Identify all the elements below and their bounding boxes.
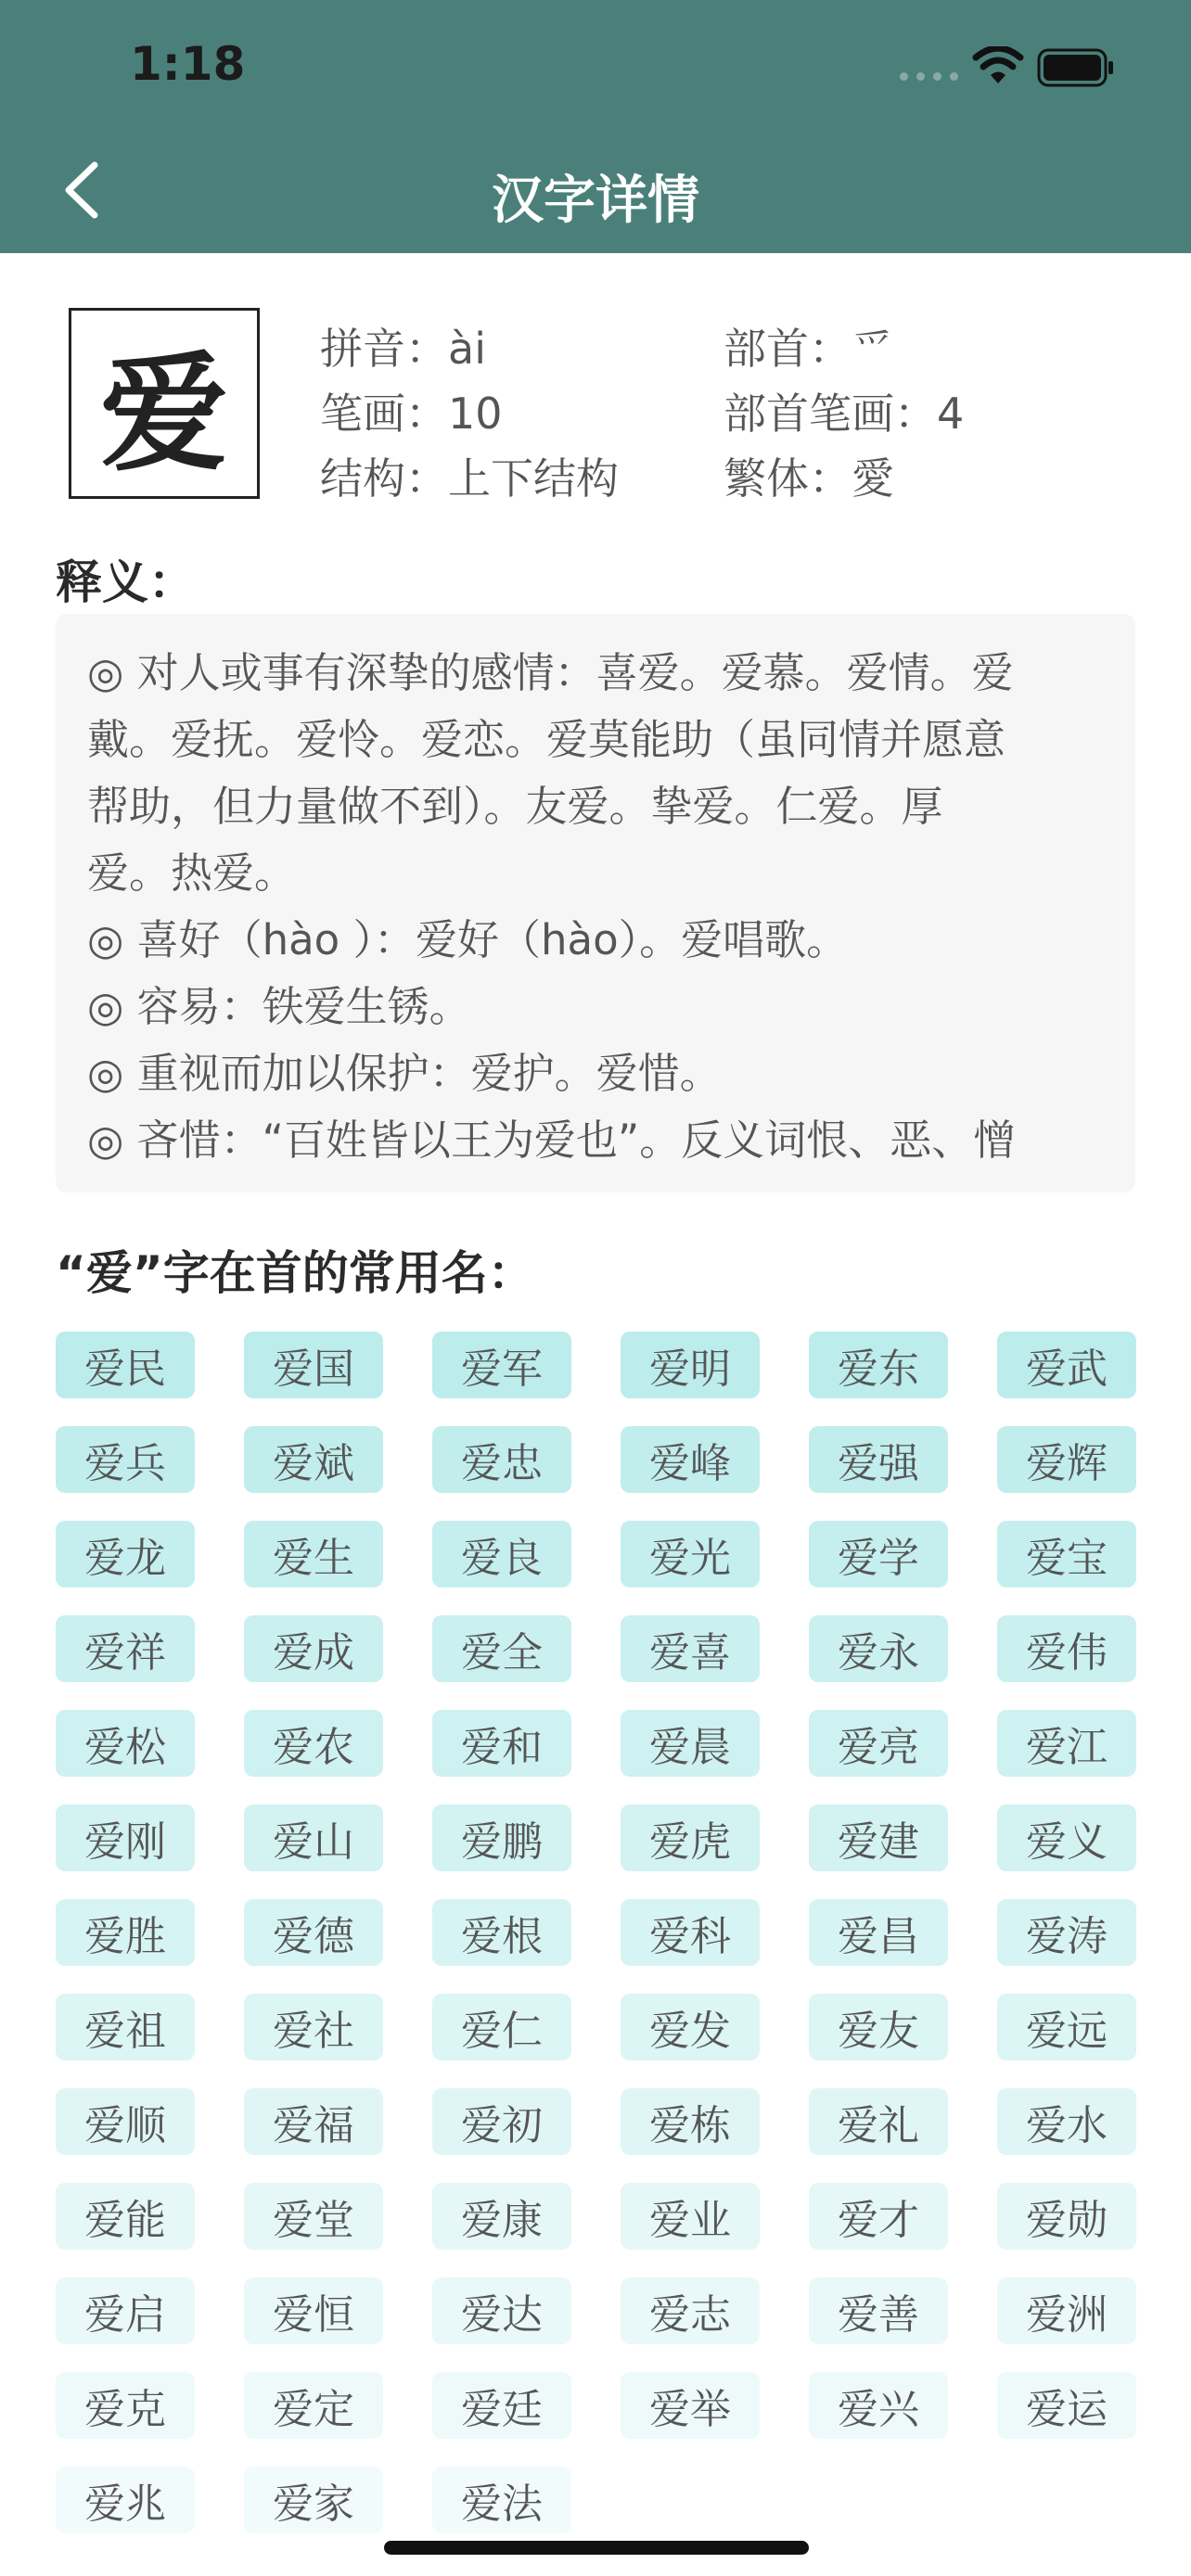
names-grid <box>56 1332 1135 2533</box>
name-chip[interactable]: 爱松 <box>56 1710 195 1777</box>
name-chip[interactable]: 爱康 <box>432 2183 571 2250</box>
name-chip[interactable]: 爱发 <box>621 1994 760 2060</box>
name-chip[interactable]: 爱建 <box>809 1804 948 1871</box>
name-chip[interactable]: 爱亮 <box>809 1710 948 1777</box>
name-chip[interactable]: 爱恒 <box>244 2277 383 2344</box>
name-chip[interactable]: 爱礼 <box>809 2088 948 2155</box>
name-chip[interactable]: 爱法 <box>432 2467 571 2533</box>
name-chip[interactable]: 爱兵 <box>56 1426 195 1493</box>
name-chip[interactable]: 爱举 <box>621 2372 760 2439</box>
name-chip[interactable]: 爱明 <box>621 1332 760 1398</box>
radical-row <box>724 315 894 376</box>
name-chip[interactable]: 爱涛 <box>997 1899 1136 1966</box>
page-title: 汉字详情 <box>492 171 699 231</box>
definition-line: 爱。热爱。 <box>87 848 297 898</box>
name-chip[interactable]: 爱虎 <box>621 1804 760 1871</box>
definition-line: ◎ 重视而加以保护：爱护。爱惜。 <box>87 1049 722 1098</box>
radical-strokes-label: 部首笔画： <box>724 389 937 439</box>
traditional-label: 繁体： <box>724 453 852 504</box>
traditional-row <box>724 445 894 506</box>
name-chip[interactable]: 爱军 <box>432 1332 571 1398</box>
definition-line: 戴。爱抚。爱怜。爱恋。爱莫能助（虽同情并愿意 <box>87 715 1006 764</box>
pinyin-row <box>320 315 486 376</box>
pinyin-value: ài <box>448 324 486 374</box>
name-chip[interactable]: 爱科 <box>621 1899 760 1966</box>
name-chip[interactable]: 爱忠 <box>432 1426 571 1493</box>
name-chip[interactable]: 爱祥 <box>56 1615 195 1682</box>
radical-strokes-value: 4 <box>937 389 965 439</box>
status-time: 1:18 <box>130 37 246 91</box>
structure-label: 结构： <box>320 453 448 504</box>
name-chip[interactable]: 爱友 <box>809 1994 948 2060</box>
name-chip[interactable]: 爱水 <box>997 2088 1136 2155</box>
definition-title: 释义： <box>56 555 195 609</box>
radical-value: 爫 <box>852 324 894 374</box>
name-chip[interactable]: 爱辉 <box>997 1426 1136 1493</box>
name-chip[interactable]: 爱伟 <box>997 1615 1136 1682</box>
name-chip[interactable]: 爱社 <box>244 1994 383 2060</box>
name-chip[interactable]: 爱喜 <box>621 1615 760 1682</box>
name-chip[interactable]: 爱兴 <box>809 2372 948 2439</box>
names-section-title: “爱”字在首的常用名： <box>56 1246 534 1300</box>
name-chip[interactable]: 爱农 <box>244 1710 383 1777</box>
name-chip[interactable]: 爱良 <box>432 1521 571 1588</box>
name-chip[interactable]: 爱堂 <box>244 2183 383 2250</box>
name-chip[interactable]: 爱福 <box>244 2088 383 2155</box>
name-chip[interactable]: 爱初 <box>432 2088 571 2155</box>
battery-icon <box>1037 48 1115 87</box>
pinyin-label: 拼音： <box>320 324 448 374</box>
strokes-label: 笔画： <box>320 389 448 439</box>
name-chip[interactable]: 爱晨 <box>621 1710 760 1777</box>
definition-line: ◎ 对人或事有深挚的感情：喜爱。爱慕。爱情。爱 <box>87 648 1014 697</box>
name-chip[interactable]: 爱强 <box>809 1426 948 1493</box>
name-chip[interactable]: 爱仁 <box>432 1994 571 2060</box>
cellular-signal-icon <box>900 72 958 81</box>
radical-label: 部首： <box>724 324 852 374</box>
name-chip[interactable]: 爱兆 <box>56 2467 195 2533</box>
name-chip[interactable]: 爱民 <box>56 1332 195 1398</box>
name-chip[interactable]: 爱全 <box>432 1615 571 1682</box>
name-chip[interactable]: 爱祖 <box>56 1994 195 2060</box>
structure-row <box>320 445 619 506</box>
name-chip[interactable]: 爱远 <box>997 1994 1136 2060</box>
name-chip[interactable]: 爱宝 <box>997 1521 1136 1588</box>
character-glyph: 爱 <box>69 308 260 499</box>
name-chip[interactable]: 爱国 <box>244 1332 383 1398</box>
name-chip[interactable]: 爱武 <box>997 1332 1136 1398</box>
name-chip[interactable]: 爱运 <box>997 2372 1136 2439</box>
name-chip[interactable]: 爱根 <box>432 1899 571 1966</box>
name-chip[interactable]: 爱业 <box>621 2183 760 2250</box>
traditional-value: 愛 <box>852 453 894 504</box>
name-chip[interactable]: 爱东 <box>809 1332 948 1398</box>
strokes-row <box>320 380 503 441</box>
definition-line: ◎ 喜好（hào ）：爱好（hào）。爱唱歌。 <box>87 915 849 964</box>
name-chip[interactable]: 爱廷 <box>432 2372 571 2439</box>
name-chip[interactable]: 爱山 <box>244 1804 383 1871</box>
name-chip[interactable]: 爱和 <box>432 1710 571 1777</box>
name-chip[interactable]: 爱志 <box>621 2277 760 2344</box>
home-indicator <box>384 2541 809 2555</box>
name-chip[interactable]: 爱启 <box>56 2277 195 2344</box>
name-chip[interactable]: 爱光 <box>621 1521 760 1588</box>
name-chip[interactable]: 爱定 <box>244 2372 383 2439</box>
nav-header <box>0 0 1191 253</box>
name-chip[interactable]: 爱江 <box>997 1710 1136 1777</box>
name-chip[interactable]: 爱善 <box>809 2277 948 2344</box>
name-chip[interactable]: 爱昌 <box>809 1899 948 1966</box>
name-chip[interactable]: 爱洲 <box>997 2277 1136 2344</box>
definition-line: ◎ 容易：铁爱生锈。 <box>87 982 471 1031</box>
name-chip[interactable]: 爱克 <box>56 2372 195 2439</box>
name-chip[interactable]: 爱龙 <box>56 1521 195 1588</box>
definition-line: ◎ 吝惜：“百姓皆以王为爱也”。反义词恨、恶、憎 <box>87 1116 1016 1165</box>
name-chip[interactable]: 爱家 <box>244 2467 383 2533</box>
wifi-icon <box>972 46 1024 85</box>
name-chip[interactable]: 爱达 <box>432 2277 571 2344</box>
name-chip[interactable]: 爱能 <box>56 2183 195 2250</box>
definition-line: 帮助，但力量做不到）。友爱。挚爱。仁爱。厚 <box>87 782 943 831</box>
name-chip[interactable]: 爱栋 <box>621 2088 760 2155</box>
name-chip[interactable]: 爱鹏 <box>432 1804 571 1871</box>
name-chip[interactable]: 爱斌 <box>244 1426 383 1493</box>
name-chip[interactable]: 爱义 <box>997 1804 1136 1871</box>
name-chip[interactable]: 爱成 <box>244 1615 383 1682</box>
name-chip[interactable]: 爱德 <box>244 1899 383 1966</box>
radical-strokes-row <box>724 380 964 441</box>
structure-value: 上下结构 <box>448 453 619 504</box>
name-chip[interactable]: 爱顺 <box>56 2088 195 2155</box>
name-chip[interactable]: 爱刚 <box>56 1804 195 1871</box>
name-chip[interactable]: 爱学 <box>809 1521 948 1588</box>
name-chip[interactable]: 爱峰 <box>621 1426 760 1493</box>
definition-box <box>56 614 1135 1192</box>
name-chip[interactable]: 爱勋 <box>997 2183 1136 2250</box>
name-chip[interactable]: 爱永 <box>809 1615 948 1682</box>
strokes-value: 10 <box>448 389 503 439</box>
name-chip[interactable]: 爱才 <box>809 2183 948 2250</box>
name-chip[interactable]: 爱生 <box>244 1521 383 1588</box>
name-chip[interactable]: 爱胜 <box>56 1899 195 1966</box>
